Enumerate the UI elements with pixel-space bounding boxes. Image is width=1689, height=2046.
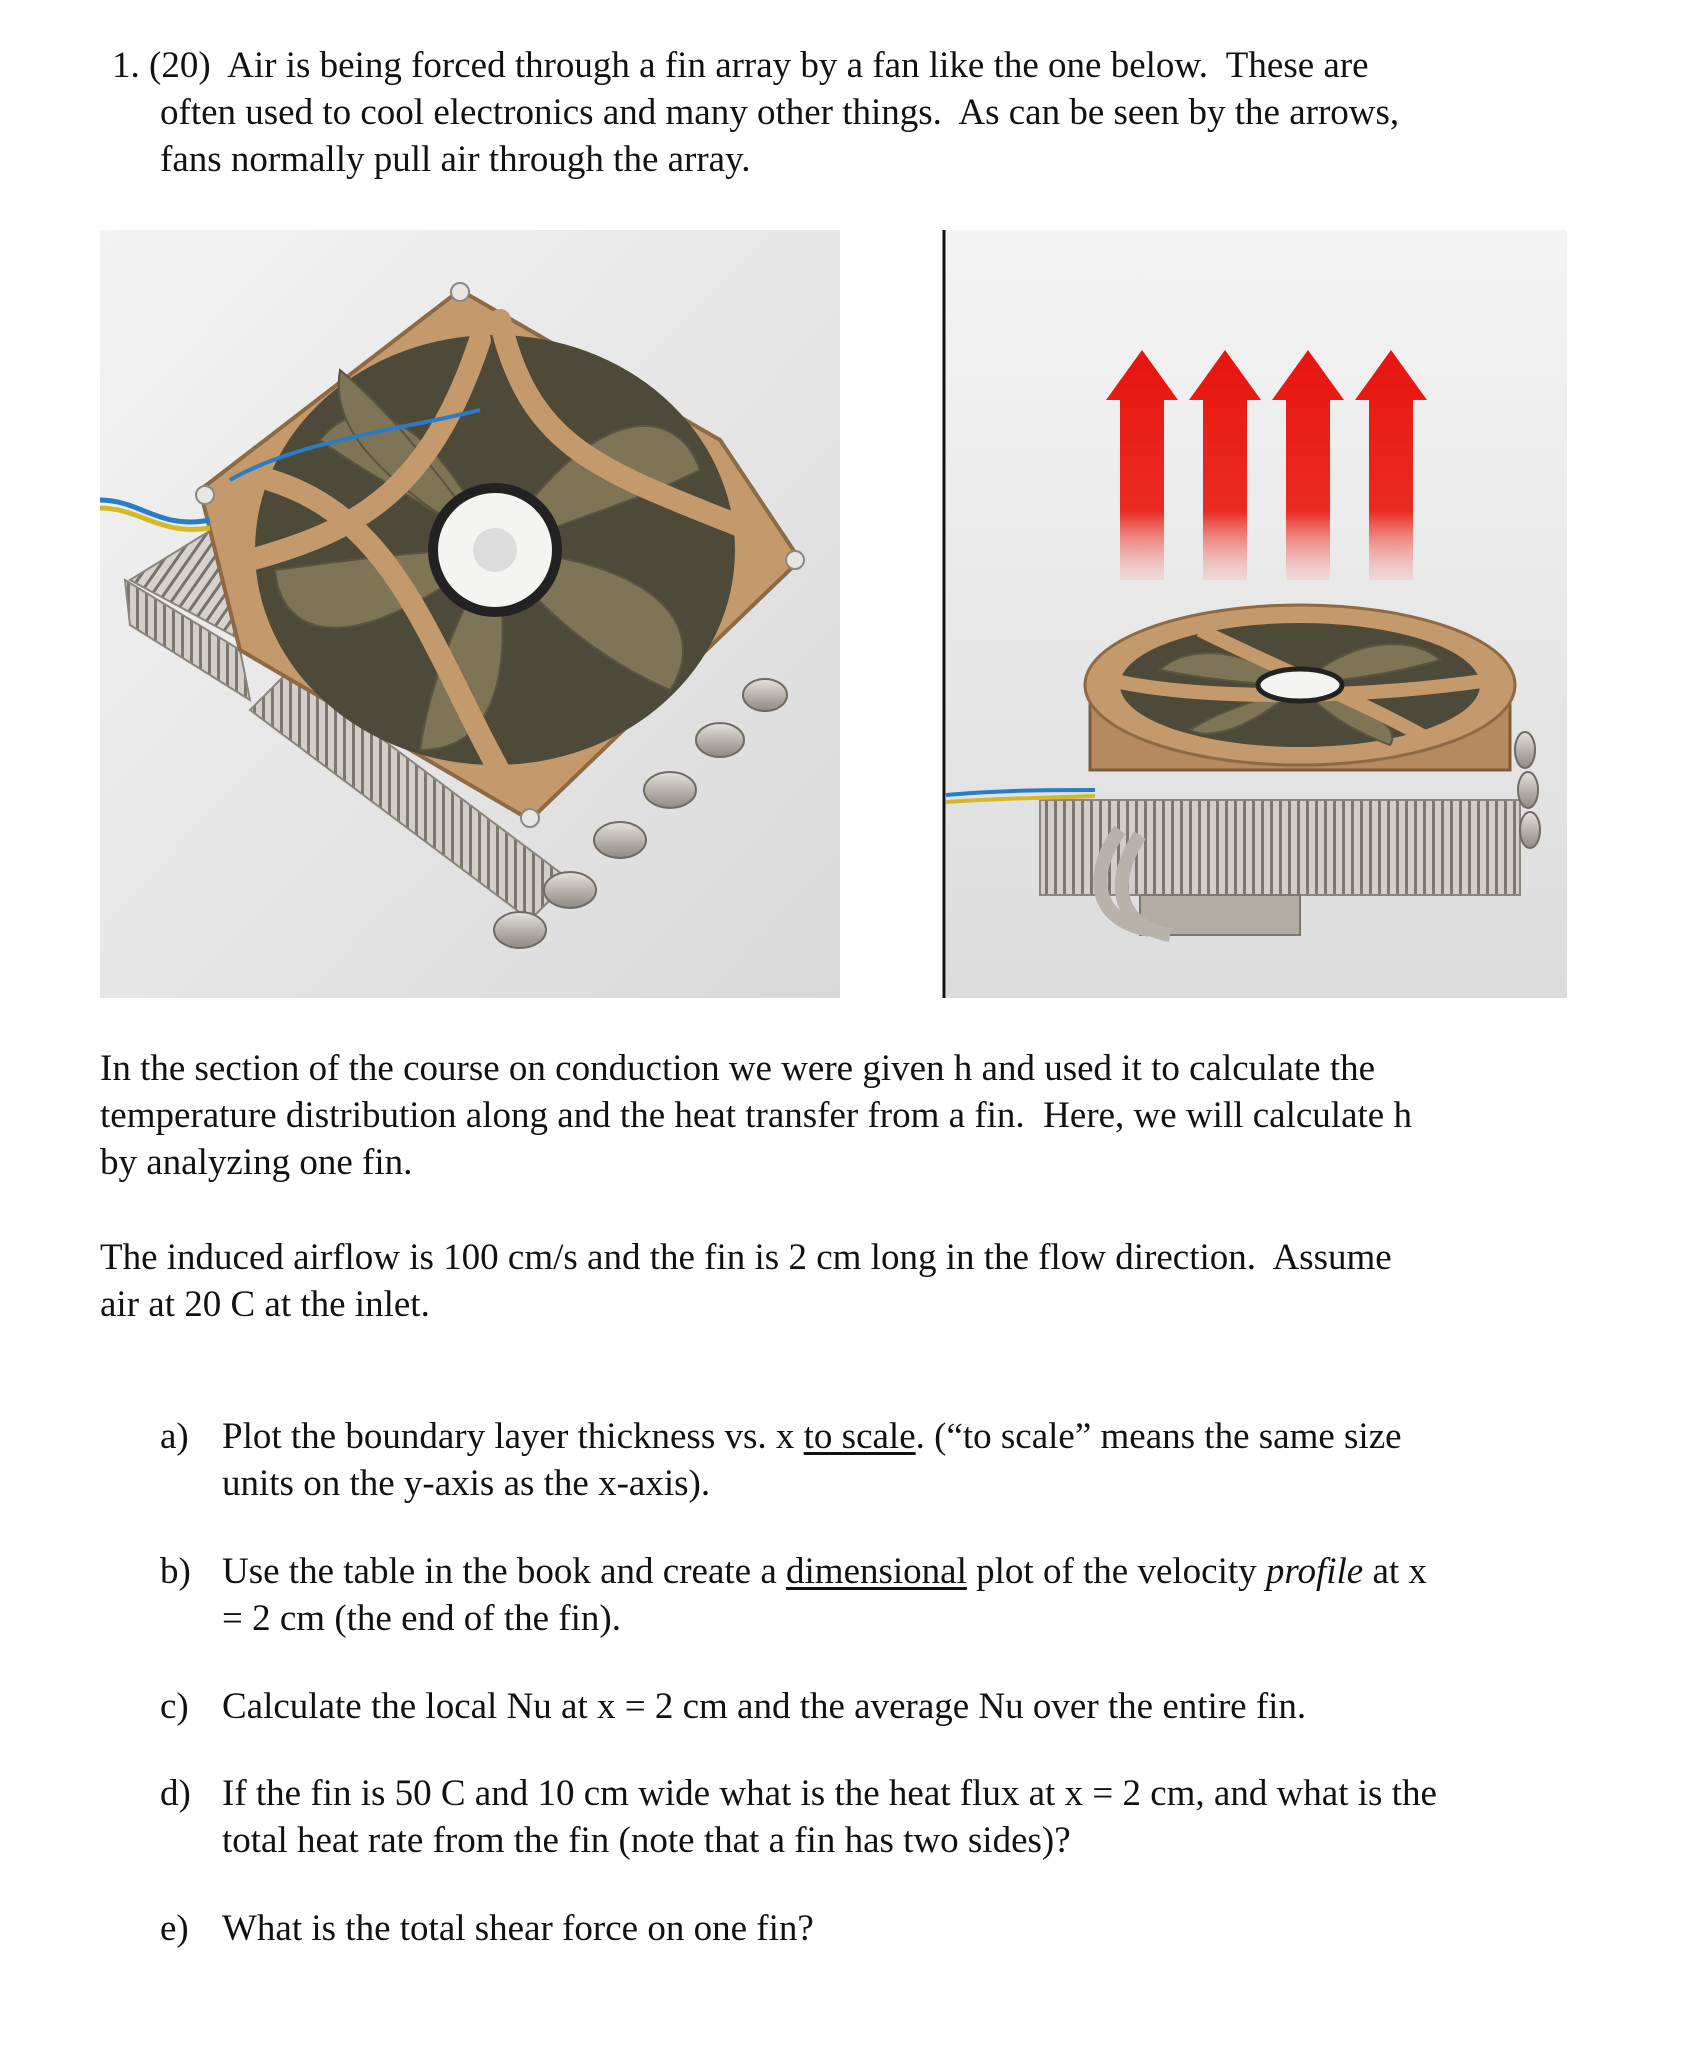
paragraph2-line-1: The induced airflow is 100 cm/s and the fin is 2 cm long in the flow direction. Assume — [100, 1237, 1392, 1278]
paragraph1-line-2: temperature distribution along and the heat transfer from a fin. Here, we will calculate h — [100, 1095, 1412, 1136]
problem-points: (20) — [149, 45, 211, 86]
item-e-label: e) — [160, 1908, 189, 1949]
item-a-underlined: to scale — [803, 1416, 916, 1457]
paragraph2-line-2: air at 20 C at the inlet. — [100, 1284, 430, 1325]
item-e-text — [222, 1905, 814, 1952]
item-b-text-post: at x — [1363, 1551, 1427, 1592]
paragraph1-line-1: In the section of the course on conduction we were given h and used it to calculate the — [100, 1048, 1376, 1089]
item-c-text-line-1: Calculate the local Nu at x = 2 cm and the average Nu over the entire fin. — [222, 1686, 1307, 1727]
item-a-text-line-2: units on the y-axis as the x-axis). — [222, 1463, 711, 1504]
item-d-text-line-2: total heat rate from the fin (note that a fin has two sides)? — [222, 1820, 1071, 1861]
item-d-text — [222, 1770, 1437, 1864]
right-photo — [946, 230, 1567, 998]
item-a-text-pre: Plot the boundary layer thickness vs. x — [222, 1416, 804, 1457]
item-e-text-line-1: What is the total shear force on one fin? — [222, 1908, 814, 1949]
item-a-text — [222, 1413, 1402, 1507]
left-photo — [100, 230, 840, 998]
item-b-label: b) — [160, 1551, 191, 1592]
item-c-text — [222, 1683, 1306, 1730]
heatsink-figure — [100, 230, 1567, 998]
item-b-underlined: dimensional — [786, 1551, 967, 1592]
item-a-label: a) — [160, 1416, 189, 1457]
item-d-text-line-1: If the fin is 50 C and 10 cm wide what is the heat flux at x = 2 cm, and what is the — [222, 1773, 1437, 1814]
item-b-text-line-2: = 2 cm (the end of the fin). — [222, 1598, 621, 1639]
paragraph1-line-3: by analyzing one fin. — [100, 1142, 413, 1183]
problem-line-1 — [112, 42, 1399, 89]
item-b-text — [222, 1548, 1427, 1642]
item-d-label: d) — [160, 1773, 191, 1814]
problem-text-line-1: Air is being forced through a fin array by a fan like the one below. These are — [227, 45, 1369, 86]
problem-text-line-3: fans normally pull air through the array. — [160, 139, 751, 180]
item-b-text-mid: plot of the velocity — [966, 1551, 1266, 1592]
paragraph-conduction — [100, 1045, 1412, 1186]
item-b-italic: profile — [1265, 1551, 1364, 1592]
paragraph-airflow — [100, 1234, 1392, 1328]
problem-text-line-2: often used to cool electronics and many other things. As can be seen by the arrows, — [160, 92, 1400, 133]
item-b-text-pre: Use the table in the book and create a — [222, 1551, 787, 1592]
item-c-label: c) — [160, 1686, 189, 1727]
item-a-text-post: . (“to scale” means the same size — [915, 1416, 1402, 1457]
problem-number: 1. — [112, 45, 140, 86]
problem-statement — [112, 42, 1399, 183]
